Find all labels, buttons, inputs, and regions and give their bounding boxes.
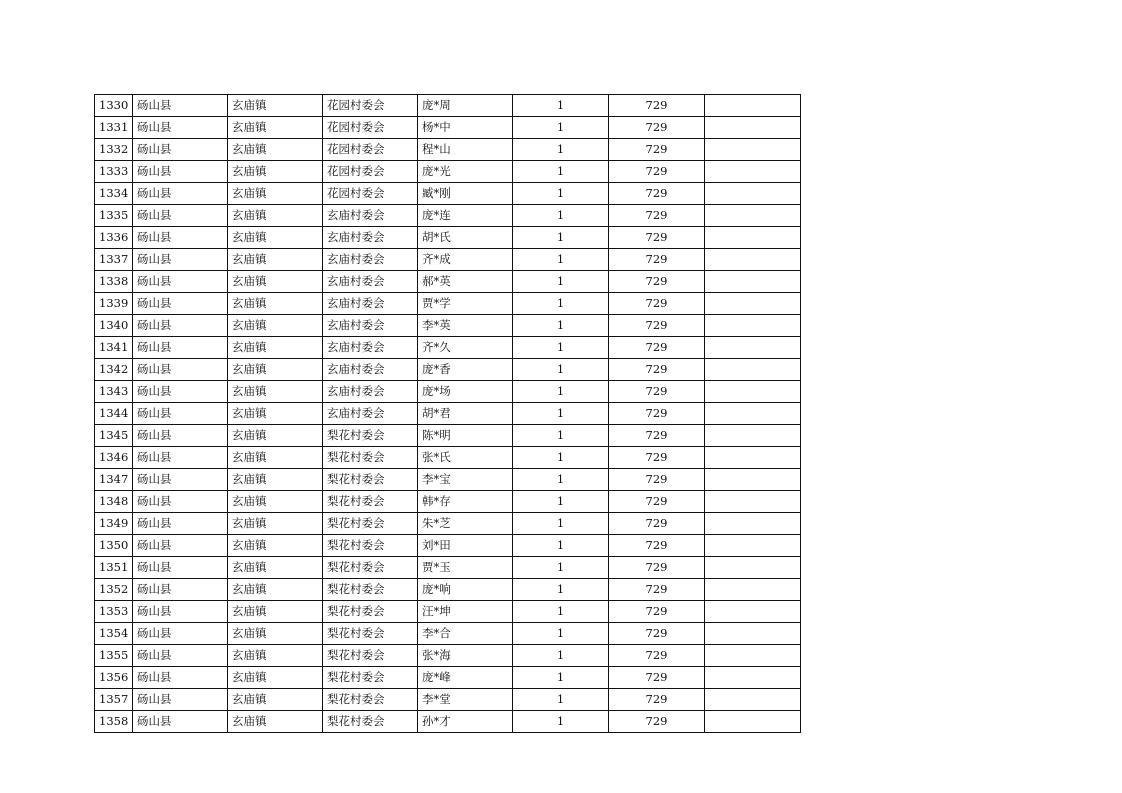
note-cell <box>705 447 801 469</box>
village-cell: 玄庙村委会 <box>323 205 418 227</box>
row-number-cell: 1337 <box>95 249 133 271</box>
table-row <box>95 513 801 535</box>
note-cell <box>705 315 801 337</box>
county-cell: 砀山县 <box>133 227 228 249</box>
town-cell: 玄庙镇 <box>228 359 323 381</box>
village-cell: 梨花村委会 <box>323 579 418 601</box>
amount-cell: 729 <box>609 205 705 227</box>
amount-cell: 729 <box>609 535 705 557</box>
table-row <box>95 337 801 359</box>
note-cell <box>705 425 801 447</box>
person-name-cell: 李*堂 <box>418 689 513 711</box>
table-row <box>95 205 801 227</box>
amount-cell: 729 <box>609 117 705 139</box>
village-cell: 花园村委会 <box>323 95 418 117</box>
note-cell <box>705 557 801 579</box>
amount-cell: 729 <box>609 579 705 601</box>
village-cell: 梨花村委会 <box>323 711 418 733</box>
amount-cell: 729 <box>609 711 705 733</box>
table-body <box>95 95 801 733</box>
note-cell <box>705 227 801 249</box>
count-cell: 1 <box>513 381 609 403</box>
person-name-cell: 庞*周 <box>418 95 513 117</box>
row-number-cell: 1332 <box>95 139 133 161</box>
amount-cell: 729 <box>609 249 705 271</box>
person-name-cell: 李*英 <box>418 315 513 337</box>
person-name-cell: 胡*氏 <box>418 227 513 249</box>
county-cell: 砀山县 <box>133 535 228 557</box>
village-cell: 梨花村委会 <box>323 689 418 711</box>
table-row <box>95 161 801 183</box>
amount-cell: 729 <box>609 293 705 315</box>
town-cell: 玄庙镇 <box>228 491 323 513</box>
county-cell: 砀山县 <box>133 293 228 315</box>
row-number-cell: 1342 <box>95 359 133 381</box>
county-cell: 砀山县 <box>133 139 228 161</box>
town-cell: 玄庙镇 <box>228 271 323 293</box>
town-cell: 玄庙镇 <box>228 227 323 249</box>
table-row <box>95 315 801 337</box>
person-name-cell: 张*海 <box>418 645 513 667</box>
person-name-cell: 孙*才 <box>418 711 513 733</box>
count-cell: 1 <box>513 117 609 139</box>
amount-cell: 729 <box>609 403 705 425</box>
row-number-cell: 1344 <box>95 403 133 425</box>
person-name-cell: 李*合 <box>418 623 513 645</box>
note-cell <box>705 381 801 403</box>
note-cell <box>705 359 801 381</box>
village-cell: 梨花村委会 <box>323 447 418 469</box>
count-cell: 1 <box>513 689 609 711</box>
count-cell: 1 <box>513 711 609 733</box>
note-cell <box>705 513 801 535</box>
row-number-cell: 1352 <box>95 579 133 601</box>
count-cell: 1 <box>513 205 609 227</box>
row-number-cell: 1331 <box>95 117 133 139</box>
town-cell: 玄庙镇 <box>228 315 323 337</box>
county-cell: 砀山县 <box>133 623 228 645</box>
amount-cell: 729 <box>609 645 705 667</box>
town-cell: 玄庙镇 <box>228 601 323 623</box>
town-cell: 玄庙镇 <box>228 535 323 557</box>
note-cell <box>705 689 801 711</box>
village-cell: 花园村委会 <box>323 117 418 139</box>
row-number-cell: 1343 <box>95 381 133 403</box>
town-cell: 玄庙镇 <box>228 117 323 139</box>
table-row <box>95 293 801 315</box>
note-cell <box>705 117 801 139</box>
town-cell: 玄庙镇 <box>228 205 323 227</box>
county-cell: 砀山县 <box>133 667 228 689</box>
table-row <box>95 623 801 645</box>
amount-cell: 729 <box>609 667 705 689</box>
row-number-cell: 1340 <box>95 315 133 337</box>
table-row <box>95 667 801 689</box>
count-cell: 1 <box>513 645 609 667</box>
county-cell: 砀山县 <box>133 645 228 667</box>
person-name-cell: 郝*英 <box>418 271 513 293</box>
amount-cell: 729 <box>609 469 705 491</box>
count-cell: 1 <box>513 425 609 447</box>
village-cell: 梨花村委会 <box>323 601 418 623</box>
county-cell: 砀山县 <box>133 161 228 183</box>
count-cell: 1 <box>513 161 609 183</box>
count-cell: 1 <box>513 271 609 293</box>
county-cell: 砀山县 <box>133 337 228 359</box>
count-cell: 1 <box>513 293 609 315</box>
count-cell: 1 <box>513 447 609 469</box>
town-cell: 玄庙镇 <box>228 403 323 425</box>
row-number-cell: 1350 <box>95 535 133 557</box>
note-cell <box>705 645 801 667</box>
village-cell: 梨花村委会 <box>323 491 418 513</box>
count-cell: 1 <box>513 139 609 161</box>
person-name-cell: 庞*响 <box>418 579 513 601</box>
count-cell: 1 <box>513 601 609 623</box>
county-cell: 砀山县 <box>133 469 228 491</box>
person-name-cell: 胡*君 <box>418 403 513 425</box>
amount-cell: 729 <box>609 623 705 645</box>
village-cell: 玄庙村委会 <box>323 271 418 293</box>
village-cell: 玄庙村委会 <box>323 227 418 249</box>
table-row <box>95 359 801 381</box>
town-cell: 玄庙镇 <box>228 425 323 447</box>
note-cell <box>705 161 801 183</box>
row-number-cell: 1358 <box>95 711 133 733</box>
county-cell: 砀山县 <box>133 117 228 139</box>
table-row <box>95 425 801 447</box>
amount-cell: 729 <box>609 161 705 183</box>
person-name-cell: 汪*坤 <box>418 601 513 623</box>
row-number-cell: 1357 <box>95 689 133 711</box>
village-cell: 梨花村委会 <box>323 535 418 557</box>
count-cell: 1 <box>513 359 609 381</box>
county-cell: 砀山县 <box>133 711 228 733</box>
county-cell: 砀山县 <box>133 601 228 623</box>
note-cell <box>705 95 801 117</box>
note-cell <box>705 139 801 161</box>
amount-cell: 729 <box>609 315 705 337</box>
row-number-cell: 1355 <box>95 645 133 667</box>
row-number-cell: 1348 <box>95 491 133 513</box>
table-row <box>95 601 801 623</box>
note-cell <box>705 711 801 733</box>
village-cell: 梨花村委会 <box>323 469 418 491</box>
county-cell: 砀山县 <box>133 513 228 535</box>
town-cell: 玄庙镇 <box>228 447 323 469</box>
town-cell: 玄庙镇 <box>228 139 323 161</box>
person-name-cell: 齐*久 <box>418 337 513 359</box>
town-cell: 玄庙镇 <box>228 161 323 183</box>
village-cell: 梨花村委会 <box>323 557 418 579</box>
row-number-cell: 1330 <box>95 95 133 117</box>
table-row <box>95 95 801 117</box>
person-name-cell: 贾*学 <box>418 293 513 315</box>
person-name-cell: 庞*光 <box>418 161 513 183</box>
person-name-cell: 张*氏 <box>418 447 513 469</box>
row-number-cell: 1338 <box>95 271 133 293</box>
amount-cell: 729 <box>609 359 705 381</box>
row-number-cell: 1351 <box>95 557 133 579</box>
note-cell <box>705 271 801 293</box>
village-cell: 玄庙村委会 <box>323 403 418 425</box>
village-cell: 玄庙村委会 <box>323 249 418 271</box>
row-number-cell: 1346 <box>95 447 133 469</box>
table-row <box>95 381 801 403</box>
amount-cell: 729 <box>609 183 705 205</box>
amount-cell: 729 <box>609 689 705 711</box>
amount-cell: 729 <box>609 557 705 579</box>
count-cell: 1 <box>513 337 609 359</box>
person-name-cell: 贾*玉 <box>418 557 513 579</box>
person-name-cell: 程*山 <box>418 139 513 161</box>
county-cell: 砀山县 <box>133 95 228 117</box>
note-cell <box>705 205 801 227</box>
county-cell: 砀山县 <box>133 403 228 425</box>
village-cell: 梨花村委会 <box>323 623 418 645</box>
town-cell: 玄庙镇 <box>228 293 323 315</box>
count-cell: 1 <box>513 469 609 491</box>
table-row <box>95 271 801 293</box>
beneficiary-table <box>94 94 801 733</box>
town-cell: 玄庙镇 <box>228 249 323 271</box>
town-cell: 玄庙镇 <box>228 183 323 205</box>
count-cell: 1 <box>513 249 609 271</box>
county-cell: 砀山县 <box>133 183 228 205</box>
amount-cell: 729 <box>609 139 705 161</box>
county-cell: 砀山县 <box>133 579 228 601</box>
village-cell: 玄庙村委会 <box>323 337 418 359</box>
town-cell: 玄庙镇 <box>228 513 323 535</box>
note-cell <box>705 293 801 315</box>
person-name-cell: 齐*成 <box>418 249 513 271</box>
note-cell <box>705 403 801 425</box>
table-row <box>95 645 801 667</box>
village-cell: 花园村委会 <box>323 139 418 161</box>
county-cell: 砀山县 <box>133 557 228 579</box>
count-cell: 1 <box>513 95 609 117</box>
county-cell: 砀山县 <box>133 491 228 513</box>
amount-cell: 729 <box>609 447 705 469</box>
count-cell: 1 <box>513 183 609 205</box>
amount-cell: 729 <box>609 337 705 359</box>
town-cell: 玄庙镇 <box>228 381 323 403</box>
table-row <box>95 557 801 579</box>
village-cell: 玄庙村委会 <box>323 359 418 381</box>
amount-cell: 729 <box>609 381 705 403</box>
person-name-cell: 庞*峰 <box>418 667 513 689</box>
row-number-cell: 1339 <box>95 293 133 315</box>
table-row <box>95 579 801 601</box>
row-number-cell: 1345 <box>95 425 133 447</box>
amount-cell: 729 <box>609 227 705 249</box>
table-row <box>95 227 801 249</box>
row-number-cell: 1353 <box>95 601 133 623</box>
person-name-cell: 庞*连 <box>418 205 513 227</box>
town-cell: 玄庙镇 <box>228 689 323 711</box>
town-cell: 玄庙镇 <box>228 645 323 667</box>
note-cell <box>705 601 801 623</box>
table-row <box>95 535 801 557</box>
village-cell: 花园村委会 <box>323 183 418 205</box>
town-cell: 玄庙镇 <box>228 711 323 733</box>
note-cell <box>705 623 801 645</box>
county-cell: 砀山县 <box>133 359 228 381</box>
person-name-cell: 朱*芝 <box>418 513 513 535</box>
count-cell: 1 <box>513 535 609 557</box>
village-cell: 花园村委会 <box>323 161 418 183</box>
person-name-cell: 韩*存 <box>418 491 513 513</box>
table-row <box>95 469 801 491</box>
village-cell: 玄庙村委会 <box>323 381 418 403</box>
county-cell: 砀山县 <box>133 381 228 403</box>
table-row <box>95 491 801 513</box>
person-name-cell: 庞*场 <box>418 381 513 403</box>
amount-cell: 729 <box>609 95 705 117</box>
table-row <box>95 249 801 271</box>
village-cell: 梨花村委会 <box>323 425 418 447</box>
note-cell <box>705 337 801 359</box>
count-cell: 1 <box>513 513 609 535</box>
amount-cell: 729 <box>609 513 705 535</box>
town-cell: 玄庙镇 <box>228 95 323 117</box>
row-number-cell: 1341 <box>95 337 133 359</box>
row-number-cell: 1356 <box>95 667 133 689</box>
count-cell: 1 <box>513 315 609 337</box>
town-cell: 玄庙镇 <box>228 579 323 601</box>
village-cell: 玄庙村委会 <box>323 293 418 315</box>
town-cell: 玄庙镇 <box>228 557 323 579</box>
person-name-cell: 臧*刚 <box>418 183 513 205</box>
count-cell: 1 <box>513 667 609 689</box>
table-row <box>95 117 801 139</box>
person-name-cell: 庞*香 <box>418 359 513 381</box>
count-cell: 1 <box>513 579 609 601</box>
county-cell: 砀山县 <box>133 271 228 293</box>
amount-cell: 729 <box>609 601 705 623</box>
table-row <box>95 711 801 733</box>
row-number-cell: 1334 <box>95 183 133 205</box>
table-row <box>95 183 801 205</box>
count-cell: 1 <box>513 227 609 249</box>
person-name-cell: 陈*明 <box>418 425 513 447</box>
town-cell: 玄庙镇 <box>228 667 323 689</box>
town-cell: 玄庙镇 <box>228 337 323 359</box>
row-number-cell: 1347 <box>95 469 133 491</box>
county-cell: 砀山县 <box>133 249 228 271</box>
person-name-cell: 李*宝 <box>418 469 513 491</box>
note-cell <box>705 667 801 689</box>
table-row <box>95 139 801 161</box>
row-number-cell: 1354 <box>95 623 133 645</box>
village-cell: 梨花村委会 <box>323 645 418 667</box>
person-name-cell: 杨*中 <box>418 117 513 139</box>
note-cell <box>705 183 801 205</box>
county-cell: 砀山县 <box>133 315 228 337</box>
table-row <box>95 689 801 711</box>
village-cell: 梨花村委会 <box>323 513 418 535</box>
count-cell: 1 <box>513 623 609 645</box>
county-cell: 砀山县 <box>133 689 228 711</box>
person-name-cell: 刘*田 <box>418 535 513 557</box>
note-cell <box>705 469 801 491</box>
count-cell: 1 <box>513 557 609 579</box>
amount-cell: 729 <box>609 491 705 513</box>
amount-cell: 729 <box>609 425 705 447</box>
county-cell: 砀山县 <box>133 205 228 227</box>
county-cell: 砀山县 <box>133 425 228 447</box>
town-cell: 玄庙镇 <box>228 623 323 645</box>
row-number-cell: 1336 <box>95 227 133 249</box>
village-cell: 梨花村委会 <box>323 667 418 689</box>
town-cell: 玄庙镇 <box>228 469 323 491</box>
row-number-cell: 1335 <box>95 205 133 227</box>
county-cell: 砀山县 <box>133 447 228 469</box>
amount-cell: 729 <box>609 271 705 293</box>
count-cell: 1 <box>513 491 609 513</box>
table-row <box>95 403 801 425</box>
row-number-cell: 1349 <box>95 513 133 535</box>
note-cell <box>705 249 801 271</box>
note-cell <box>705 535 801 557</box>
village-cell: 玄庙村委会 <box>323 315 418 337</box>
table-row <box>95 447 801 469</box>
note-cell <box>705 491 801 513</box>
note-cell <box>705 579 801 601</box>
row-number-cell: 1333 <box>95 161 133 183</box>
count-cell: 1 <box>513 403 609 425</box>
